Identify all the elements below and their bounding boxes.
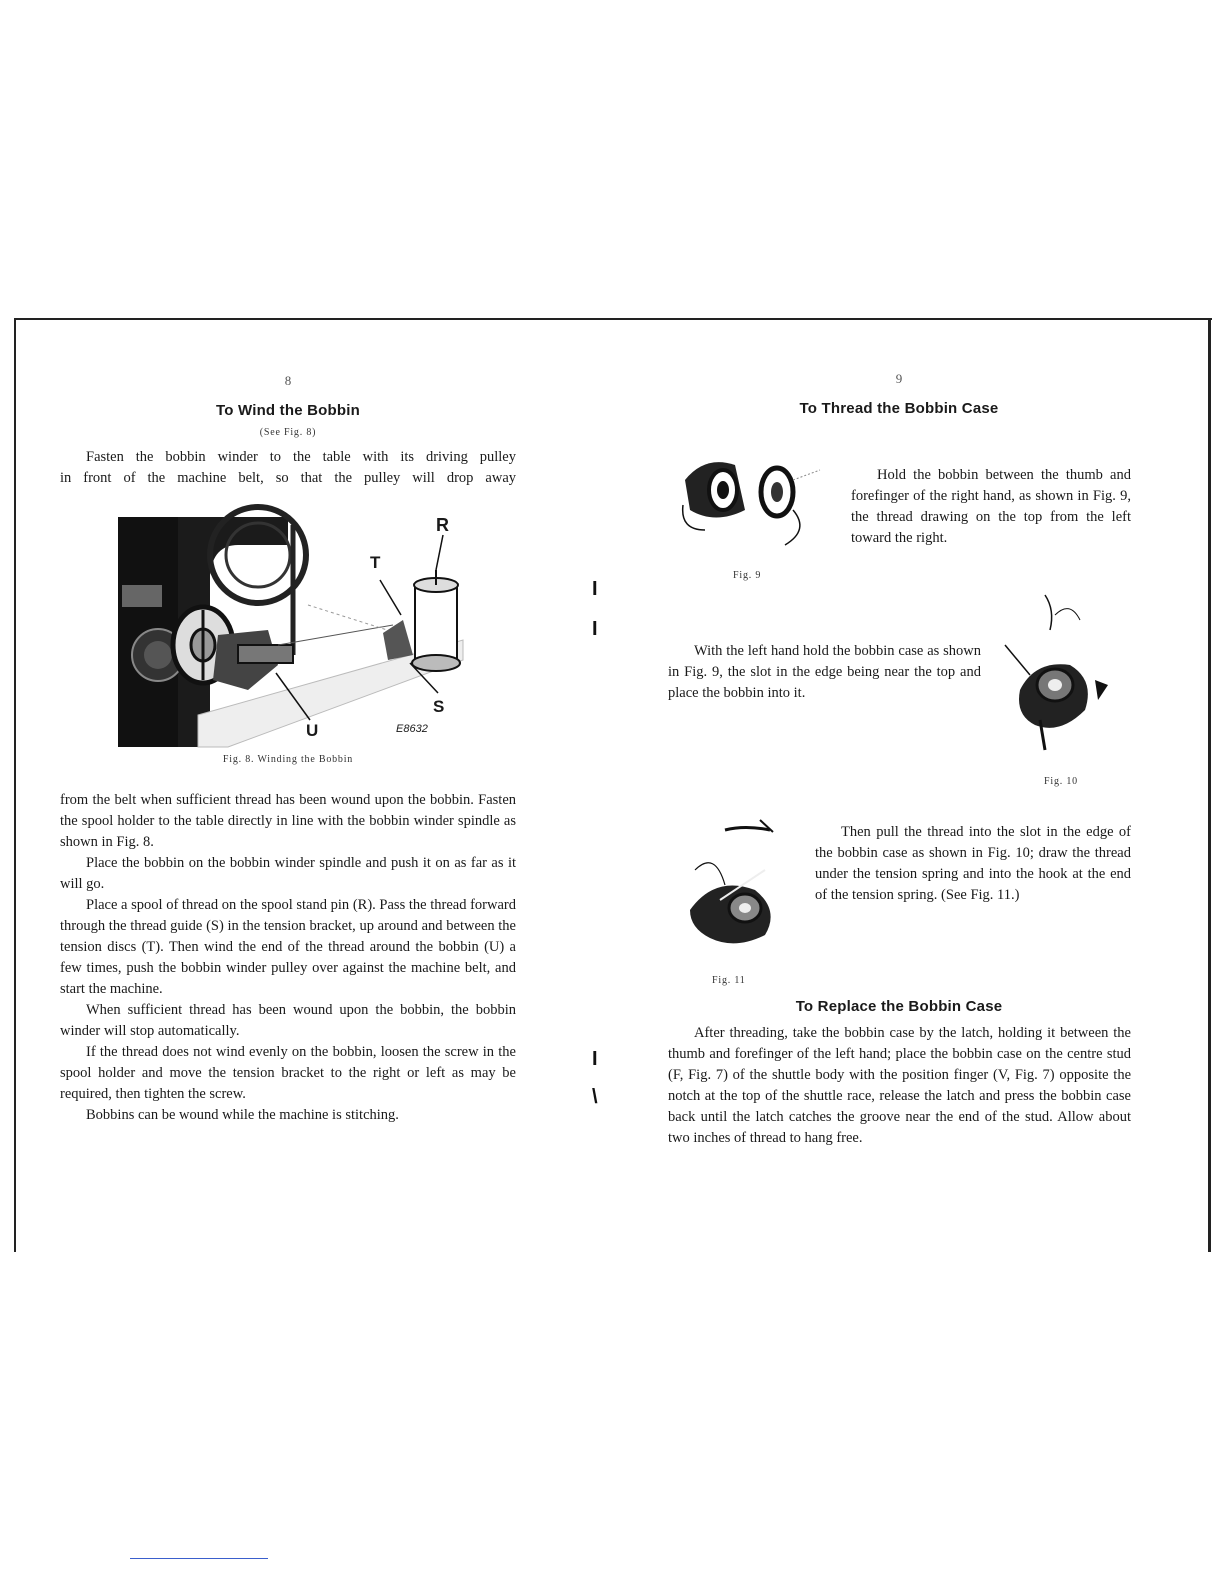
left-page-number: 8 bbox=[284, 373, 292, 388]
fig9-caption: Fig. 9 bbox=[733, 570, 762, 581]
fig11-caption: Fig. 11 bbox=[712, 975, 746, 986]
left-border-line bbox=[14, 318, 16, 1252]
fig11-text: Then pull the thread into the slot in the edge of the bobbin case as shown in Fig. 10; draw the thread under the tension spring and into the hook at the end of the tension spring. (See Fig. 11.) bbox=[815, 824, 1131, 903]
fig10-text-block bbox=[668, 641, 981, 704]
left-para-6: Bobbins can be wound while the machine is stitching. bbox=[86, 1107, 399, 1123]
left-para-5: If the thread does not wind evenly on the bobbin, loosen the screw in the spool holder and move the tension bracket to the right or left as may be required, then tighten the screw. bbox=[60, 1044, 516, 1102]
right-page-number: 9 bbox=[895, 371, 903, 386]
fig9-drawing bbox=[675, 450, 825, 560]
fig8-label-t: T bbox=[370, 553, 381, 572]
left-para-1: from the belt when sufficient thread has been wound upon the bobbin. Fasten the spool holder to the table directly in line with the bobbin winder spindle as shown in Fig. 8. bbox=[60, 792, 516, 850]
bottom-link-line bbox=[130, 1558, 268, 1559]
fig9-text-block bbox=[851, 465, 1131, 549]
right-border-line bbox=[1208, 318, 1211, 1252]
fold-mark-1: I bbox=[592, 578, 598, 600]
fig11-text-block bbox=[815, 822, 1131, 906]
fig10-illustration bbox=[1000, 590, 1130, 760]
fig9-illustration bbox=[675, 450, 825, 560]
replace-text: After threading, take the bobbin case by the latch, holding it between the thumb and forefinger of the left hand; place the bobbin case on the centre stud (F, Fig. 7) of the shuttle body with the position finger (V, Fig. 7) opposite the notch at the top of the shuttle race, release the latch and press the bobbin case back until the latch catches the groove near the end of the stud. Allow about two inches of thread to hang free. bbox=[668, 1025, 1131, 1146]
fig10-caption: Fig. 10 bbox=[1044, 776, 1078, 787]
fig10-drawing bbox=[1000, 590, 1130, 760]
fig8-label-r: R bbox=[436, 515, 449, 535]
left-para-3: Place a spool of thread on the spool stand pin (R). Pass the thread forward through the thread guide (S) in the tension bracket, up around and between the tension discs (T). Then wind the end of the thread around the bobbin (U) a few times, push the bobbin winder pulley over against the machine belt, and start the machine. bbox=[60, 897, 516, 997]
fig8-caption: Fig. 8. Winding the Bobbin bbox=[222, 754, 354, 765]
fold-mark-3: I bbox=[592, 1048, 598, 1070]
left-intro bbox=[60, 447, 516, 489]
fig11-illustration bbox=[685, 790, 800, 960]
right-heading: To Thread the Bobbin Case bbox=[799, 400, 999, 417]
fig8-label-s: S bbox=[433, 697, 445, 716]
top-border-line bbox=[14, 318, 1212, 320]
left-intro-line-1: Fasten the bobbin winder to the table with its driving pulley bbox=[86, 449, 516, 465]
replace-text-block bbox=[668, 1023, 1131, 1149]
fig8-illustration bbox=[118, 515, 463, 747]
fold-mark-4: \ bbox=[592, 1086, 598, 1108]
fig10-text: With the left hand hold the bobbin case as shown in Fig. 9, the slot in the edge being near the top and place the bobbin into it. bbox=[668, 643, 981, 701]
fig8-code: E8632 bbox=[396, 723, 428, 735]
fold-mark-2: I bbox=[592, 618, 598, 640]
left-subref: (See Fig. 8) bbox=[259, 427, 317, 438]
left-para-2: Place the bobbin on the bobbin winder spindle and push it on as far as it will go. bbox=[60, 855, 516, 892]
fig8-drawing bbox=[118, 515, 463, 747]
left-para-4: When sufficient thread has been wound upon the bobbin, the bobbin winder will stop automatically. bbox=[60, 1002, 516, 1039]
left-heading: To Wind the Bobbin bbox=[216, 402, 360, 419]
left-intro-line-2: in front of the machine belt, so that the pulley will drop away bbox=[60, 470, 516, 486]
right-heading-2: To Replace the Bobbin Case bbox=[795, 998, 1003, 1015]
left-body bbox=[60, 790, 516, 1126]
fig9-text: Hold the bobbin between the thumb and forefinger of the right hand, as shown in Fig. 9, the thread drawing on the top from the left toward the right. bbox=[851, 467, 1131, 546]
fig11-drawing bbox=[685, 790, 800, 960]
fig8-label-u: U bbox=[306, 721, 319, 740]
